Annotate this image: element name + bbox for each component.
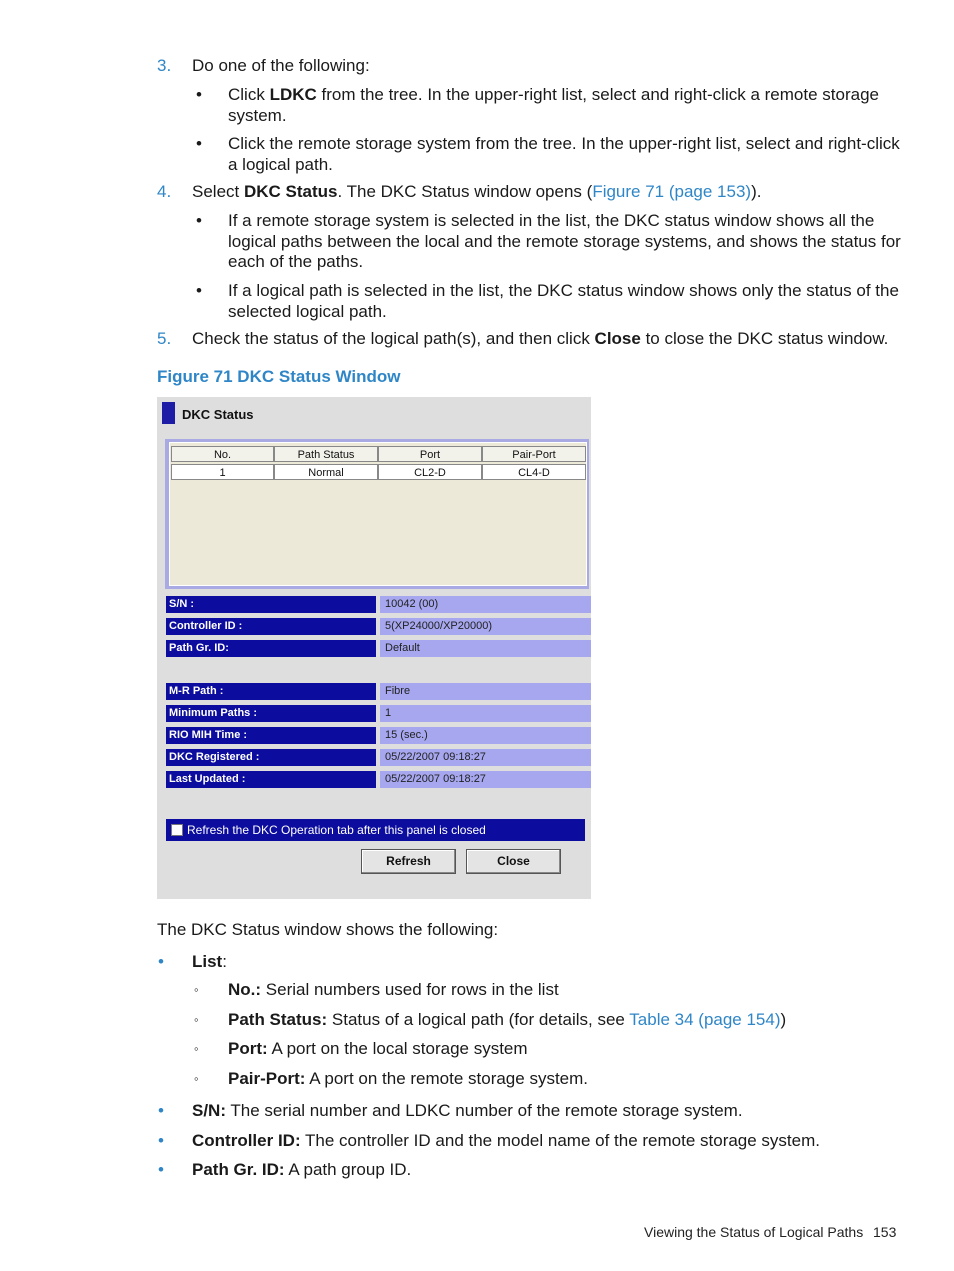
- text: . The DKC Status window opens (: [337, 182, 593, 201]
- step-4-bullet-1-line-2: logical paths between the local and the remote storage systems, and shows the status for: [228, 232, 901, 251]
- bold-text: Close: [594, 329, 641, 348]
- step-4-bullet-1-line-3: each of the paths.: [228, 252, 364, 271]
- step-3-bullet-1-line-1: [228, 85, 879, 105]
- step-3-text: Do one of the following:: [192, 56, 370, 75]
- figure-link[interactable]: Figure 71 (page 153): [592, 182, 752, 201]
- footer-section-title: Viewing the Status of Logical Paths: [644, 1224, 864, 1240]
- figure-caption: Figure 71 DKC Status Window: [157, 367, 401, 386]
- step-4-bullet-2-line-2: selected logical path.: [228, 302, 387, 321]
- field-value-last-updated: 05/22/2007 09:18:27: [380, 771, 591, 788]
- bullet-icon: •: [196, 281, 202, 300]
- table-cell[interactable]: CL2-D: [378, 464, 482, 480]
- text: from the tree. In the upper-right list, select and right-click a remote storage: [316, 85, 879, 104]
- text: Status of a logical path (for details, see: [327, 1010, 630, 1029]
- column-header-port[interactable]: Port: [378, 446, 482, 462]
- field-value-controller-id: 5(XP24000/XP20000): [380, 618, 591, 635]
- text: to close the DKC status window.: [640, 329, 889, 348]
- column-header-path-status[interactable]: Path Status: [274, 446, 378, 462]
- column-header-no[interactable]: No.: [171, 446, 274, 462]
- bold-text: No.:: [228, 980, 262, 999]
- step-3: [157, 56, 171, 76]
- text: A port on the remote storage system.: [305, 1069, 589, 1088]
- field-label-dkc-registered: DKC Registered :: [166, 749, 376, 766]
- text: The serial number and LDKC number of the remote storage system.: [226, 1101, 743, 1120]
- bullet-icon: •: [158, 1101, 164, 1120]
- refresh-button[interactable]: Refresh: [361, 849, 456, 874]
- table-cell[interactable]: 1: [171, 464, 274, 480]
- bold-text: S/N:: [192, 1101, 226, 1120]
- field-value-mr-path: Fibre: [380, 683, 591, 700]
- refresh-option-bar: [166, 819, 585, 841]
- step-4-text: [192, 182, 761, 202]
- dkc-status-window: [157, 397, 591, 899]
- field-value-minimum-paths: 1: [380, 705, 591, 722]
- sub-item-no: [228, 980, 559, 1000]
- table-link[interactable]: Table 34 (page 154): [629, 1010, 781, 1029]
- bullet-icon: •: [158, 952, 164, 971]
- step-3-bullet-2-line-2: a logical path.: [228, 155, 333, 174]
- field-label-minimum-paths: Minimum Paths :: [166, 705, 376, 722]
- bold-text: Path Status:: [228, 1010, 328, 1029]
- step-4-bullet-2-line-1: If a logical path is selected in the list, the DKC status window shows only the status of the: [228, 281, 899, 300]
- field-value-path-group-id: Default: [380, 640, 591, 657]
- close-button[interactable]: Close: [466, 849, 561, 874]
- step-3-bullet-2-line-1: Click the remote storage system from the tree. In the upper-right list, select and right-click: [228, 134, 900, 153]
- step-number: 3.: [157, 56, 172, 75]
- step-3-bullet-1-line-2: system.: [228, 106, 287, 125]
- bold-text: Path Gr. ID:: [192, 1160, 285, 1179]
- field-value-rio-mih-time: 15 (sec.): [380, 727, 591, 744]
- sub-bullet-icon: ◦: [194, 1071, 199, 1086]
- field-label-path-group-id: Path Gr. ID:: [166, 640, 376, 657]
- bullet-icon: •: [158, 1160, 164, 1179]
- refresh-checkbox[interactable]: [171, 824, 183, 836]
- text: A port on the local storage system: [267, 1039, 528, 1058]
- sub-item-port: [228, 1039, 528, 1059]
- column-header-pair-port[interactable]: Pair-Port: [482, 446, 586, 462]
- field-value-sn: 10042 (00): [380, 596, 591, 613]
- text: Click: [228, 85, 270, 104]
- title-accent: [162, 402, 175, 424]
- text: Serial numbers used for rows in the list: [261, 980, 559, 999]
- table-cell[interactable]: CL4-D: [482, 464, 586, 480]
- bullet-icon: •: [196, 85, 202, 104]
- sub-bullet-icon: ◦: [194, 1012, 199, 1027]
- bullet-icon: •: [158, 1131, 164, 1150]
- text: Select: [192, 182, 244, 201]
- text: ): [780, 1010, 787, 1029]
- path-list: [165, 439, 589, 589]
- refresh-checkbox-label: Refresh the DKC Operation tab after this panel is closed: [187, 823, 486, 837]
- text: Check the status of the logical path(s), and then click: [192, 329, 595, 348]
- step-5-text: [192, 329, 888, 349]
- bold-text: Pair-Port:: [228, 1069, 306, 1088]
- field-label-rio-mih-time: RIO MIH Time :: [166, 727, 376, 744]
- window-title: DKC Status: [182, 407, 254, 422]
- bullet-icon: •: [196, 134, 202, 153]
- intro-text: The DKC Status window shows the following:: [157, 920, 499, 939]
- sub-item-path-status: [228, 1010, 786, 1030]
- sub-bullet-icon: ◦: [194, 982, 199, 997]
- path-list-body[interactable]: [169, 442, 587, 586]
- table-cell[interactable]: Normal: [274, 464, 378, 480]
- sub-item-pair-port: [228, 1069, 588, 1089]
- field-label-mr-path: M-R Path :: [166, 683, 376, 700]
- sub-bullet-icon: ◦: [194, 1041, 199, 1056]
- field-value-dkc-registered: 05/22/2007 09:18:27: [380, 749, 591, 766]
- item-path-group-id: [192, 1160, 411, 1180]
- field-label-controller-id: Controller ID :: [166, 618, 376, 635]
- step-4-bullet-1-line-1: If a remote storage system is selected in the list, the DKC status window shows all the: [228, 211, 875, 230]
- step-number: 4.: [157, 182, 172, 201]
- bold-text: List: [192, 952, 223, 971]
- bold-text: Controller ID:: [192, 1131, 301, 1150]
- page-number: 153: [873, 1224, 897, 1240]
- text: The controller ID and the model name of the remote storage system.: [300, 1131, 820, 1150]
- bullet-icon: •: [196, 211, 202, 230]
- field-label-sn: S/N :: [166, 596, 376, 613]
- bold-text: Port:: [228, 1039, 268, 1058]
- step-number: 5.: [157, 329, 172, 348]
- text: ).: [751, 182, 762, 201]
- text: :: [222, 952, 227, 971]
- list-item: [192, 952, 227, 972]
- item-sn: [192, 1101, 743, 1121]
- bold-text: DKC Status: [243, 182, 338, 201]
- field-label-last-updated: Last Updated :: [166, 771, 376, 788]
- item-controller-id: [192, 1131, 820, 1151]
- text: A path group ID.: [284, 1160, 412, 1179]
- bold-text: LDKC: [269, 85, 317, 104]
